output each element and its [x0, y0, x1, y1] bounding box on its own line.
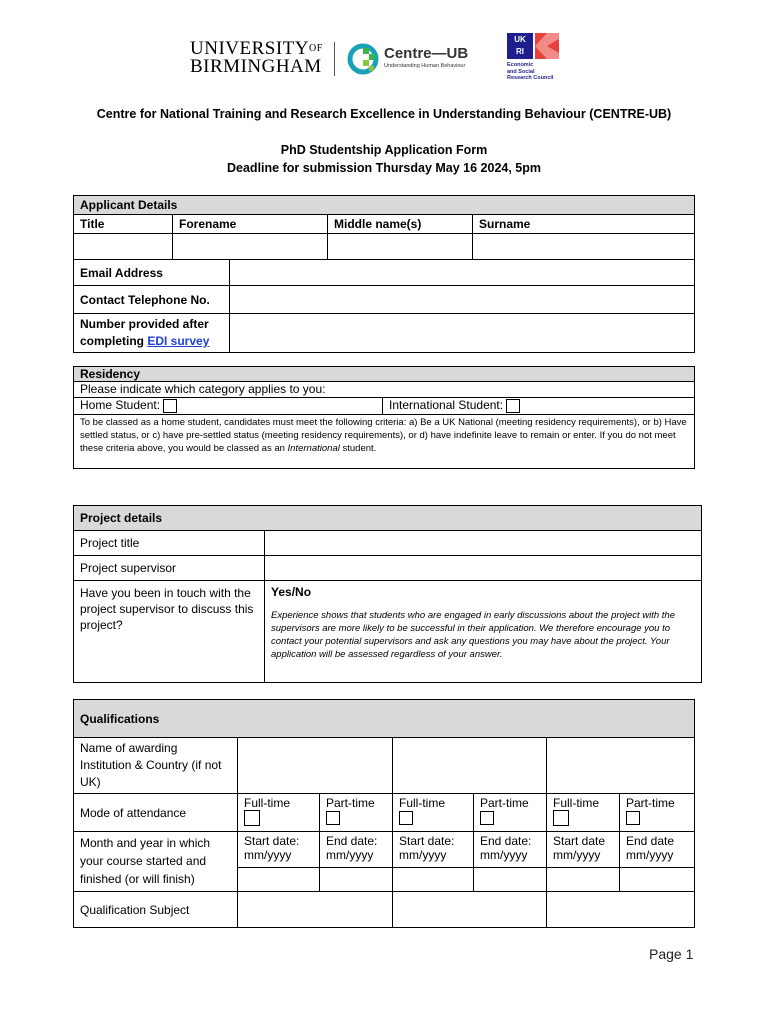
forename-field[interactable] — [173, 234, 328, 260]
project-supervisor-field[interactable] — [265, 556, 702, 581]
subject-field-1[interactable] — [238, 892, 393, 928]
part-time-label-3: Part-time — [626, 796, 675, 810]
criteria-italic: International — [287, 443, 340, 454]
mode-cell-3 — [393, 794, 474, 832]
date-cell-4 — [474, 832, 547, 868]
date-format-4: mm/yyyy — [480, 848, 528, 862]
subject-field-3[interactable] — [547, 892, 695, 928]
mode-cell-4 — [474, 794, 547, 832]
start-date-field-2[interactable] — [393, 868, 474, 892]
full-time-checkbox-3[interactable] — [553, 810, 569, 826]
centre-ub-name: Centre—UB — [384, 45, 469, 62]
project-supervisor-label: Project supervisor — [74, 556, 265, 581]
date-cell-2 — [320, 832, 393, 868]
uob-of: OF — [309, 43, 323, 54]
ukri-mark: UKRI — [514, 35, 526, 56]
home-student-cell — [74, 398, 383, 415]
title-field[interactable] — [74, 234, 173, 260]
institution-field-1[interactable] — [238, 738, 393, 794]
dates-label: Month and year in which your course started and finished (or will finish) — [74, 832, 238, 892]
yes-no-label: Yes/No — [271, 585, 312, 599]
date-cell-6 — [620, 832, 695, 868]
part-time-label-1: Part-time — [326, 796, 375, 810]
home-student-label: Home Student: — [80, 398, 161, 412]
esrc-line3: Research Council — [507, 75, 554, 81]
form-title: PhD Studentship Application Form — [280, 143, 488, 157]
centre-ub-mark-icon — [346, 42, 380, 76]
international-student-label: International Student: — [389, 398, 504, 412]
end-date-label-1: End date: — [326, 834, 378, 848]
start-date-label-3: Start date — [553, 834, 606, 848]
end-date-field-1[interactable] — [320, 868, 393, 892]
uob-line1: UNIVERSITY — [190, 38, 309, 59]
residency-table — [73, 366, 695, 469]
end-date-label-3: End date — [626, 834, 675, 848]
title-col: Title — [74, 215, 173, 234]
part-time-label-2: Part-time — [480, 796, 529, 810]
centre-ub-tagline: Understanding Human Behaviour — [384, 63, 466, 69]
institution-field-2[interactable] — [393, 738, 547, 794]
deadline: Deadline for submission Thursday May 16 2024, 5pm — [227, 161, 541, 175]
mode-cell-1 — [238, 794, 320, 832]
uob-logo — [190, 40, 330, 76]
project-section: Project details — [74, 506, 702, 531]
in-touch-question: Have you been in touch with the project supervisor to discuss this project? — [74, 581, 265, 683]
institution-field-3[interactable] — [547, 738, 695, 794]
esrc-accent-icon — [535, 33, 559, 59]
date-cell-3 — [393, 832, 474, 868]
criteria-end: student. — [339, 443, 377, 454]
surname-col: Surname — [473, 215, 695, 234]
esrc-text — [507, 62, 553, 82]
residency-criteria — [74, 415, 695, 469]
international-student-cell — [383, 398, 695, 415]
subject-field-2[interactable] — [393, 892, 547, 928]
date-format-6: mm/yyyy — [626, 848, 674, 862]
mode-cell-2 — [320, 794, 393, 832]
full-time-checkbox-2[interactable] — [399, 811, 413, 825]
project-title-label: Project title — [74, 531, 265, 556]
ukri-logo — [507, 33, 567, 85]
email-label: Email Address — [74, 260, 230, 286]
criteria-text: To be classed as a home student, candidates must meet the following criteria: a) Be a UK National (meeting residency requirements), or b) Have settled status, or c) have pre-settled status (meeting residency requirements), or d) have indefinite leave to remain or enter. If you do not meet these criteria above, you would be classed as an — [80, 417, 687, 454]
middle-field[interactable] — [328, 234, 473, 260]
experience-note: Experience shows that students who are engaged in early discussions about the project with the supervisors are more likely to be successful in their application. We therefore encourage you to contact your potential supervisors and ask any questions you may have about the project. Your application will be assessed regardless of your answer. — [271, 610, 675, 660]
edi-survey-link[interactable]: EDI survey — [147, 334, 210, 348]
end-date-label-2: End date: — [480, 834, 532, 848]
page-number: Page 1 — [649, 946, 694, 962]
residency-section: Residency — [74, 367, 695, 382]
home-student-checkbox[interactable] — [163, 399, 177, 413]
edi-number-label — [74, 314, 230, 353]
middle-col: Middle name(s) — [328, 215, 473, 234]
international-student-checkbox[interactable] — [506, 399, 520, 413]
qualifications-section: Qualifications — [74, 700, 695, 738]
start-date-field-3[interactable] — [547, 868, 620, 892]
edi-number-field[interactable] — [230, 314, 695, 353]
start-date-label-1: Start date: — [244, 834, 300, 848]
mode-label: Mode of attendance — [74, 794, 238, 832]
mode-cell-6 — [620, 794, 695, 832]
contact-table — [73, 259, 695, 353]
date-cell-1 — [238, 832, 320, 868]
ukri-mark-box — [507, 33, 533, 59]
email-field[interactable] — [230, 260, 695, 286]
date-format-3: mm/yyyy — [399, 848, 447, 862]
start-date-label-2: Start date: — [399, 834, 455, 848]
full-time-checkbox-1[interactable] — [244, 810, 260, 826]
applicant-table — [73, 195, 695, 260]
subject-label: Qualification Subject — [74, 892, 238, 928]
centre-ub-logo — [346, 42, 486, 78]
full-time-label-1: Full-time — [244, 796, 291, 810]
full-time-label-2: Full-time — [399, 796, 446, 810]
edi-number-text: Number provided after completing — [80, 317, 209, 348]
date-cell-5 — [547, 832, 620, 868]
part-time-checkbox-1[interactable] — [326, 811, 340, 825]
esrc-line2: and Social — [507, 68, 535, 75]
part-time-checkbox-3[interactable] — [626, 811, 640, 825]
start-date-field-1[interactable] — [238, 868, 320, 892]
project-table — [73, 505, 702, 683]
forename-col: Forename — [173, 215, 328, 234]
end-date-field-3[interactable] — [620, 868, 695, 892]
uob-line2: BIRMINGHAM — [190, 56, 322, 77]
applicant-section: Applicant Details — [74, 196, 695, 215]
centre-title: Centre for National Training and Research Excellence in Understanding Behaviour (CENTRE-UB) — [96, 107, 672, 121]
full-time-label-3: Full-time — [553, 796, 600, 810]
residency-prompt: Please indicate which category applies to you: — [74, 382, 695, 398]
phone-field[interactable] — [230, 286, 695, 314]
qualifications-table — [73, 699, 695, 928]
in-touch-answer-cell[interactable] — [265, 581, 702, 683]
date-format-1: mm/yyyy — [244, 848, 292, 862]
surname-field[interactable] — [473, 234, 695, 260]
mode-cell-5 — [547, 794, 620, 832]
esrc-line1: Economic — [507, 62, 534, 68]
part-time-checkbox-2[interactable] — [480, 811, 494, 825]
project-title-field[interactable] — [265, 531, 702, 556]
phone-label: Contact Telephone No. — [74, 286, 230, 314]
date-format-5: mm/yyyy — [553, 848, 601, 862]
end-date-field-2[interactable] — [474, 868, 547, 892]
institution-label: Name of awarding Institution & Country (if not UK) — [74, 738, 238, 794]
logo-divider — [334, 42, 335, 76]
date-format-2: mm/yyyy — [326, 848, 374, 862]
